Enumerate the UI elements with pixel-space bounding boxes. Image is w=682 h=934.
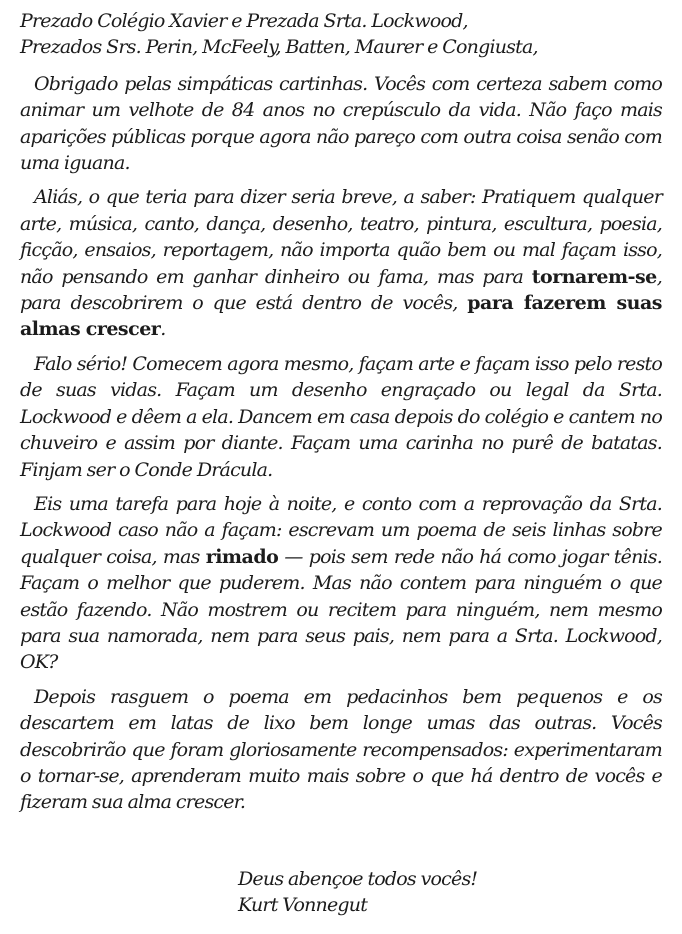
closing-blessing: Deus abençoe todos vocês!: [238, 868, 478, 890]
paragraph-3: Falo sério! Comecem agora mesmo, façam arte e façam isso pelo resto de suas vidas. Façam um desenho engraçado ou legal da Srta. Lockwood e dêem a ela. Dancem em casa depois do colégio e cantem no chuveiro e assim por diante. Façam uma carinha no purê de batatas. Finjam ser o Conde Drácula.: [20, 352, 662, 481]
letter-body: [20, 8, 662, 824]
paragraph-2-text-c: .: [160, 318, 166, 341]
closing: [238, 866, 682, 919]
salutation-line-1: Prezado Colégio Xavier e Prezada Srta. Lockwood,: [20, 10, 468, 32]
paragraph-4-text-a: Eis uma tarefa para hoje à noite, e conto com a reprovação da Srta. Lockwood caso não a façam: escrevam um poema de seis linhas sobre qualquer coisa, mas: [20, 492, 662, 568]
paragraph-4-text-b: — pois sem rede não há como jogar tênis. Façam o melhor que puderem. Mas não contem para ninguém o que estão fazendo. Não mostrem ou recitem para ninguém, nem mesmo para sua namorada, nem para seus pais, nem para a Srta. Lockwood, OK?: [20, 545, 662, 674]
paragraph-2-text-a: Aliás, o que teria para dizer seria breve, a saber: Pratiquem qualquer arte, música, canto, dança, desenho, teatro, pintura, escultura, poesia, ficção, ensaios, reportagem, não importa quão bem ou mal façam isso, não pensando em ganhar dinheiro ou fama, mas para: [20, 186, 662, 288]
paragraph-5: Depois rasguem o poema em pedacinhos bem pequenos e os descartem em latas de lixo bem longe umas das outras. Vocês descobrirão que foram gloriosamente recompensados: experimentaram o tornar-se, aprenderam muito mais sobre o que há dentro de vocês e fizeram sua alma crescer.: [20, 685, 662, 814]
salutation: [20, 8, 662, 61]
emphasis-tornarem-se: tornarem-se: [531, 265, 657, 288]
paragraph-2: [20, 184, 662, 342]
emphasis-almas-crescer: para fazerem suas almas crescer: [20, 292, 663, 341]
paragraph-4: [20, 491, 662, 676]
emphasis-rimado: rimado: [205, 545, 279, 568]
paragraph-1: Obrigado pelas simpáticas cartinhas. Vocês com certeza sabem como animar um velhote de 84 anos no crepúsculo da vida. Não faço mais aparições públicas porque agora não pareço com outra coisa senão com uma iguana.: [20, 72, 662, 175]
signature: Kurt Vonnegut: [238, 894, 368, 917]
salutation-line-2: Prezados Srs. Perin, McFeely, Batten, Maurer e Congiusta,: [20, 36, 538, 59]
paragraph-2-text-b: , para descobrirem o que está dentro de vocês,: [20, 265, 662, 315]
